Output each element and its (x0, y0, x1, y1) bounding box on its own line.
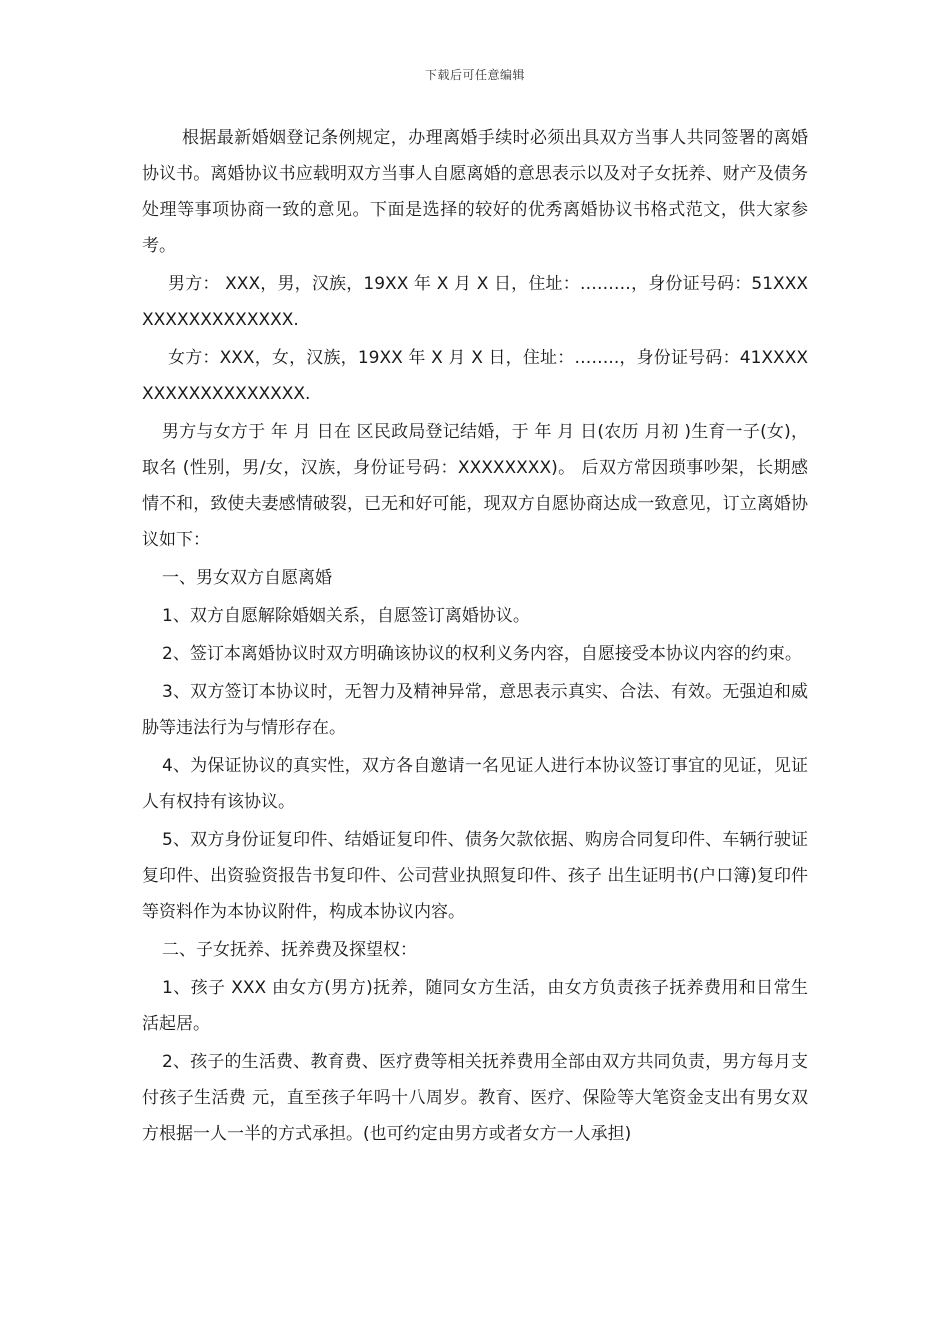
marriage-statement: 男方与女方于 年 月 日在 区民政局登记结婚，于 年 月 日(农历 月初 )生育一子(女)，取名 (性别，男/女，汉族，身份证号码：XXXXXXXX)。 后双方常因琐事吵架，长期感情不和，致使夫妻感情破裂，已无和好可能，现双方自愿协商达成一致意见，订立离婚协议如下： (142, 422, 808, 550)
intro-paragraph: 根据最新婚姻登记条例规定，办理离婚手续时必须出具双方当事人共同签署的离婚协议书。离婚协议书应载明双方当事人自愿离婚的意思表示以及对子女抚养、财产及债务处理等事项协商一致的意见。下面是选择的较好的优秀离婚协议书格式范文，供大家参考。 (142, 128, 808, 256)
document-body (142, 120, 808, 1154)
female-party-info: 女方：XXX，女，汉族，19XX 年 X 月 X 日，住址：……..，身份证号码：41XXXXXXXXXXXXXXXXXX. (142, 348, 808, 404)
section-1-item-4: 4、为保证协议的真实性，双方各自邀请一名见证人进行本协议签订事宜的见证，见证人有权持有该协议。 (142, 756, 808, 812)
section-1-item-3: 3、双方签订本协议时，无智力及精神异常，意思表示真实、合法、有效。无强迫和威胁等违法行为与情形存在。 (142, 682, 808, 738)
section-2-item-1: 1、孩子 XXX 由女方(男方)抚养，随同女方生活，由女方负责孩子抚养费用和日常生活起居。 (142, 978, 808, 1034)
section-1-item-1: 1、双方自愿解除婚姻关系，自愿签订离婚协议。 (162, 606, 530, 626)
section-1-title: 一、男女双方自愿离婚 (162, 568, 332, 588)
page-header-note: 下载后可任意编辑 (424, 68, 525, 82)
section-2-title: 二、子女抚养、抚养费及探望权： (162, 940, 417, 960)
male-party-info: 男方： XXX，男，汉族，19XX 年 X 月 X 日，住址：………，身份证号码：51XXXXXXXXXXXXXXXX. (142, 274, 808, 330)
section-1-item-2: 2、签订本离婚协议时双方明确该协议的权利义务内容，自愿接受本协议内容的约束。 (162, 644, 802, 664)
section-1-item-5: 5、双方身份证复印件、结婚证复印件、债务欠款依据、购房合同复印件、车辆行驶证复印件、出资验资报告书复印件、公司营业执照复印件、孩子 出生证明书(户口簿)复印件等资料作为本协议附件，构成本协议内容。 (142, 830, 808, 922)
section-2-item-2: 2、孩子的生活费、教育费、医疗费等相关抚养费用全部由双方共同负责，男方每月支付孩子生活费 元，直至孩子年吗十八周岁。教育、医疗、保险等大笔资金支出有男女双方根据一人一半的方式承担。(也可约定由男方或者女方一人承担) (142, 1052, 808, 1144)
